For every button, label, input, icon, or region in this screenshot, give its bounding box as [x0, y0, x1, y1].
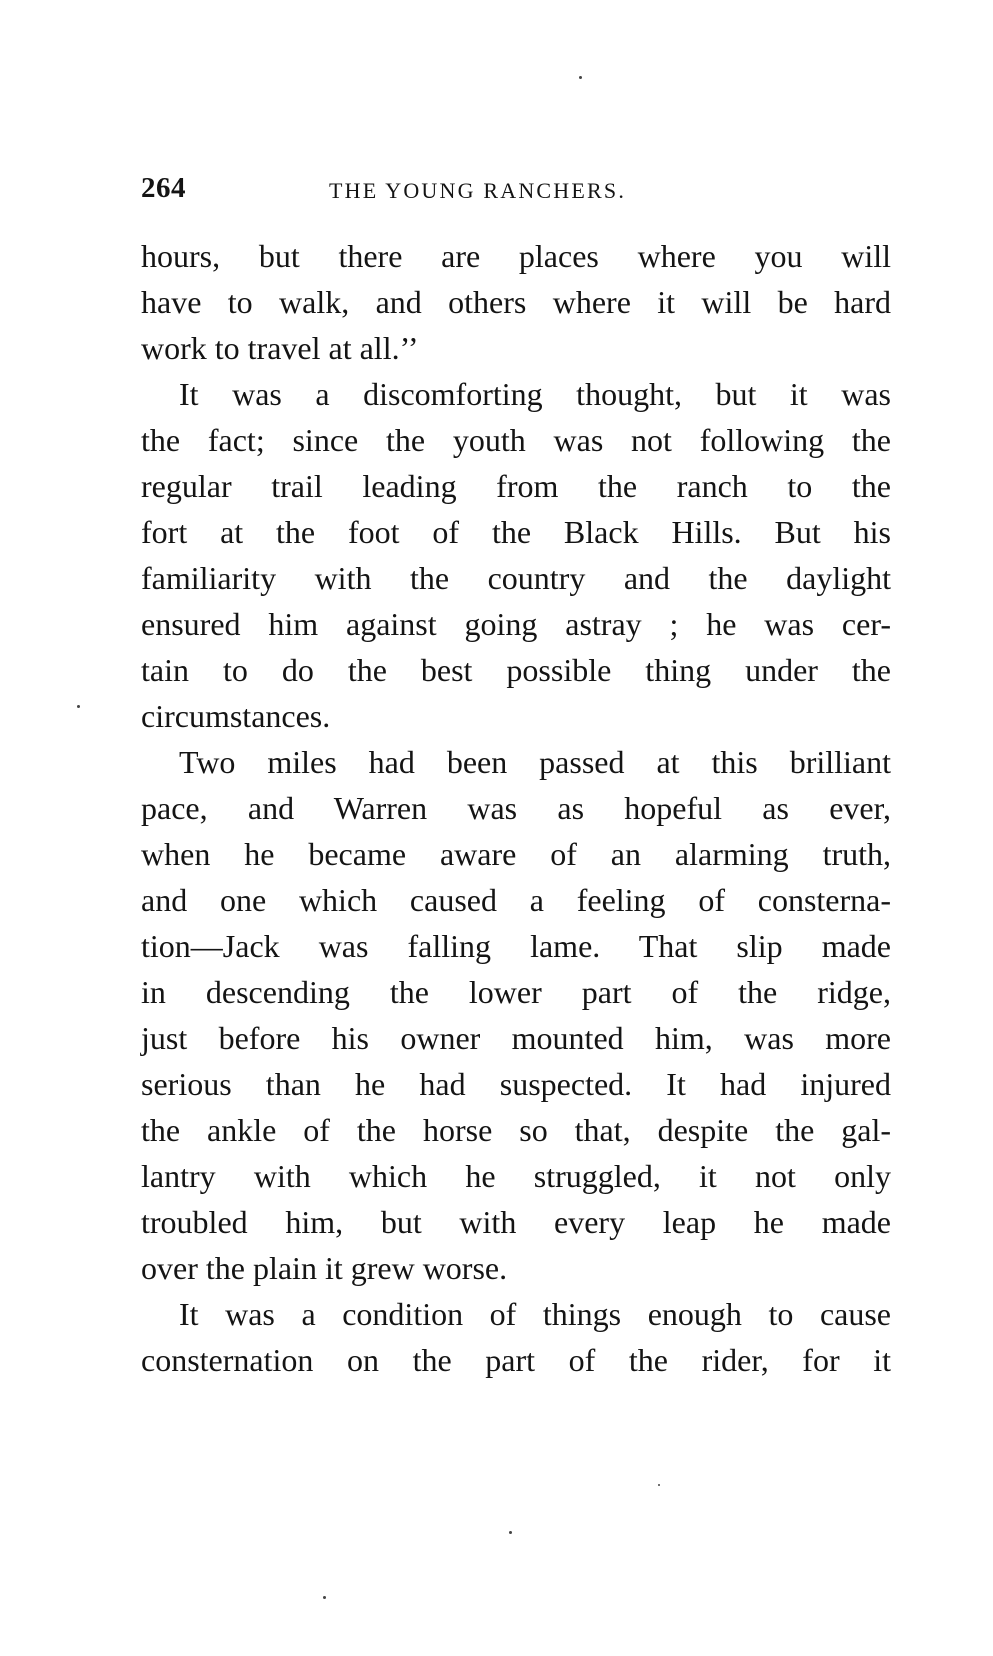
text-line: the ankle of the horse so that, despite the gal- — [141, 1112, 891, 1148]
body-text — [141, 233, 891, 1383]
text-line: It was a condition of things enough to cause — [179, 1296, 891, 1332]
scan-speck — [509, 1531, 512, 1534]
scan-speck — [579, 76, 582, 79]
text-line: It was a discomforting thought, but it was — [179, 376, 891, 412]
text-line: serious than he had suspected. It had injured — [141, 1066, 891, 1102]
text-line: ensured him against going astray ; he was cer- — [141, 606, 891, 642]
text-line: consternation on the part of the rider, for it — [141, 1342, 891, 1378]
text-line: fort at the foot of the Black Hills. But his — [141, 514, 891, 550]
text-line: pace, and Warren was as hopeful as ever, — [141, 790, 891, 826]
scan-speck — [323, 1596, 326, 1599]
text-line: familiarity with the country and the daylight — [141, 560, 891, 596]
text-line: when he became aware of an alarming truth, — [141, 836, 891, 872]
text-line: lantry with which he struggled, it not only — [141, 1158, 891, 1194]
text-line: Two miles had been passed at this brilliant — [179, 744, 891, 780]
paragraph-2 — [141, 371, 891, 739]
paragraph-3 — [141, 739, 891, 1291]
paragraph-4 — [141, 1291, 891, 1383]
text-line: have to walk, and others where it will be hard — [141, 284, 891, 320]
text-line: and one which caused a feeling of consterna- — [141, 882, 891, 918]
text-line: in descending the lower part of the ridge, — [141, 974, 891, 1010]
text-line: circumstances. — [141, 698, 331, 734]
scan-speck — [77, 705, 80, 708]
page-number: 264 — [141, 172, 186, 204]
scan-speck — [658, 1484, 660, 1486]
text-line: the fact; since the youth was not following the — [141, 422, 891, 458]
page-header — [141, 172, 891, 212]
text-line: regular trail leading from the ranch to the — [141, 468, 891, 504]
text-line: tion—Jack was falling lame. That slip made — [141, 928, 891, 964]
text-line: hours, but there are places where you will — [141, 238, 891, 274]
running-head: THE YOUNG RANCHERS. — [329, 178, 627, 203]
text-line: work to travel at all.’’ — [141, 330, 419, 366]
text-line: just before his owner mounted him, was more — [141, 1020, 891, 1056]
text-line: over the plain it grew worse. — [141, 1250, 508, 1286]
text-line: tain to do the best possible thing under the — [141, 652, 891, 688]
paragraph-1 — [141, 233, 891, 371]
text-line: troubled him, but with every leap he made — [141, 1204, 891, 1240]
